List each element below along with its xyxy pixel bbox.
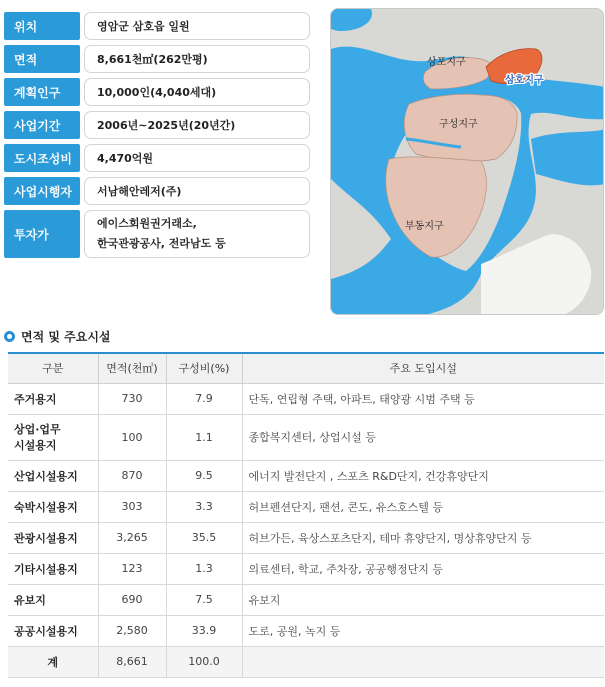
circle-bullet-icon — [4, 331, 15, 342]
map-label-budong: 부동지구 — [405, 221, 444, 232]
table-row — [8, 491, 604, 522]
info-label: 도시조성비 — [4, 144, 80, 172]
ratio-cell: 7.9 — [166, 383, 242, 414]
category-cell: 숙박시설용지 — [8, 491, 98, 522]
facilities-cell: 허브가든, 육상스포츠단지, 테마 휴양단지, 명상휴양단지 등 — [242, 522, 604, 553]
info-value: 영암군 삼호읍 일원 — [84, 12, 310, 40]
area-cell: 303 — [98, 491, 166, 522]
info-row-period — [4, 111, 310, 139]
map-label-sampo: 삼포지구 — [427, 57, 466, 68]
category-cell: 주거용지 — [8, 383, 98, 414]
table-row — [8, 383, 604, 414]
column-header-ratio: 구성비(%) — [166, 353, 242, 383]
info-value-line: 한국관광공사, 전라남도 등 — [97, 237, 226, 250]
info-value: 8,661천㎡(262만평) — [84, 45, 310, 73]
facilities-table — [8, 352, 604, 678]
table-row — [8, 460, 604, 491]
table-row — [8, 522, 604, 553]
table-row — [8, 615, 604, 646]
district-map — [330, 8, 604, 315]
project-info-panel — [4, 12, 310, 263]
facilities-cell: 의료센터, 학교, 주차장, 공공행정단지 등 — [242, 553, 604, 584]
area-cell: 690 — [98, 584, 166, 615]
facilities-cell: 단독, 연립형 주택, 아파트, 태양광 시범 주택 등 — [242, 383, 604, 414]
info-label: 계획인구 — [4, 78, 80, 106]
column-header-facilities: 주요 도입시설 — [242, 353, 604, 383]
facilities-cell: 도로, 공원, 녹지 등 — [242, 615, 604, 646]
section-heading — [4, 328, 111, 345]
info-row-operator — [4, 177, 310, 205]
info-value: 2006년~2025년(20년간) — [84, 111, 310, 139]
category-cell: 유보지 — [8, 584, 98, 615]
map-label-guseong: 구성지구 — [439, 119, 478, 130]
category-cell: 기타시설용지 — [8, 553, 98, 584]
column-header-category: 구분 — [8, 353, 98, 383]
info-label: 위치 — [4, 12, 80, 40]
table-header-row — [8, 353, 604, 383]
area-cell: 2,580 — [98, 615, 166, 646]
info-row-cost — [4, 144, 310, 172]
info-row-area — [4, 45, 310, 73]
area-cell: 870 — [98, 460, 166, 491]
facilities-cell: 허브펜션단지, 팬션, 콘도, 유스호스텔 등 — [242, 491, 604, 522]
info-value: 서남해안레저(주) — [84, 177, 310, 205]
info-label: 면적 — [4, 45, 80, 73]
table-row — [8, 584, 604, 615]
info-value — [84, 210, 310, 258]
section-title-text: 면적 및 주요시설 — [21, 330, 111, 344]
info-label: 사업시행자 — [4, 177, 80, 205]
total-ratio-cell: 100.0 — [166, 646, 242, 677]
table-row — [8, 414, 604, 460]
ratio-cell: 7.5 — [166, 584, 242, 615]
area-cell: 123 — [98, 553, 166, 584]
area-cell: 3,265 — [98, 522, 166, 553]
category-cell: 공공시설용지 — [8, 615, 98, 646]
info-label: 사업기간 — [4, 111, 80, 139]
category-cell — [8, 414, 98, 460]
info-label: 투자가 — [4, 210, 80, 258]
facilities-cell: 종합복지센터, 상업시설 등 — [242, 414, 604, 460]
ratio-cell: 35.5 — [166, 522, 242, 553]
category-line: 시설용지 — [14, 439, 57, 452]
facilities-cell: 에너지 발전단지 , 스포츠 R&D단지, 건강휴양단지 — [242, 460, 604, 491]
table-row — [8, 553, 604, 584]
category-line: 상업·업무 — [14, 423, 61, 436]
total-area-cell: 8,661 — [98, 646, 166, 677]
info-row-population — [4, 78, 310, 106]
ratio-cell: 3.3 — [166, 491, 242, 522]
area-cell: 100 — [98, 414, 166, 460]
total-label-cell: 계 — [8, 646, 98, 677]
info-value-line: 에이스회원권거래소, — [97, 217, 197, 230]
category-cell: 산업시설용지 — [8, 460, 98, 491]
info-row-investors — [4, 210, 310, 258]
info-value: 10,000인(4,040세대) — [84, 78, 310, 106]
table-total-row — [8, 646, 604, 677]
area-cell: 730 — [98, 383, 166, 414]
ratio-cell: 9.5 — [166, 460, 242, 491]
ratio-cell: 1.1 — [166, 414, 242, 460]
info-row-location — [4, 12, 310, 40]
total-facilities-cell — [242, 646, 604, 677]
ratio-cell: 1.3 — [166, 553, 242, 584]
ratio-cell: 33.9 — [166, 615, 242, 646]
category-cell: 관광시설용지 — [8, 522, 98, 553]
info-value: 4,470억원 — [84, 144, 310, 172]
map-label-samho: 삼호지구 — [505, 75, 544, 86]
facilities-cell: 유보지 — [242, 584, 604, 615]
column-header-area: 면적(천㎡) — [98, 353, 166, 383]
